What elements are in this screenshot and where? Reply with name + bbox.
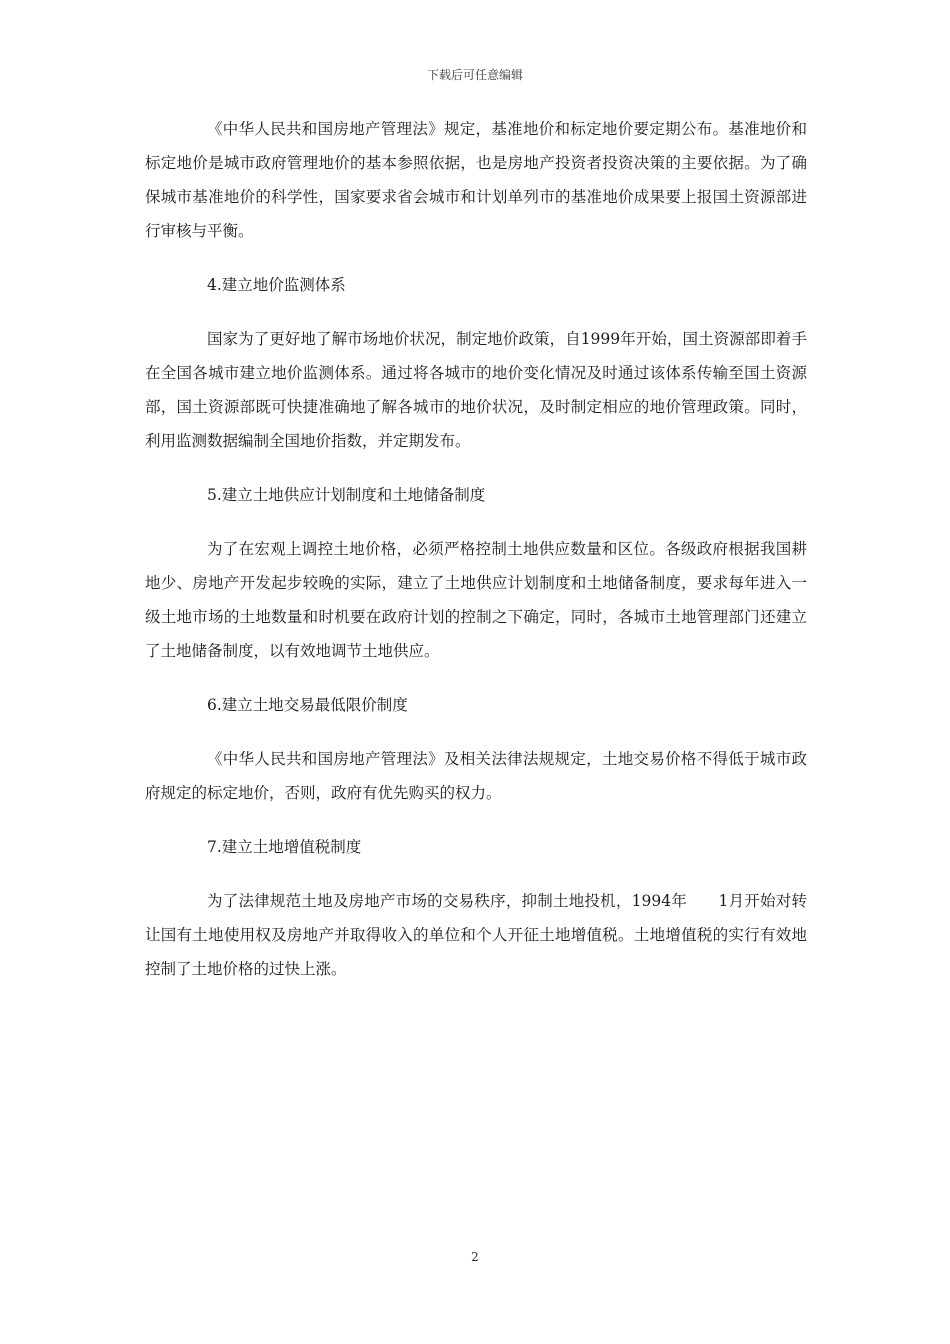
section-heading-7: 7.建立土地增值税制度 [207, 838, 362, 856]
paragraph-land-supply-reserve: 为了在宏观上调控土地价格，必须严格控制土地供应数量和区位。各级政府根据我国耕地少、房地产开发起步较晚的实际，建立了土地供应计划制度和土地储备制度，要求每年进入一级土地市场的土地数量和时机要在政府计划的控制之下确定，同时，各城市土地管理部门还建立了土地储备制度，以有效地调节土地供应。 [145, 540, 807, 660]
document-body [145, 112, 807, 1006]
paragraph-benchmark-land-price: 《中华人民共和国房地产管理法》规定，基准地价和标定地价要定期公布。基准地价和标定地价是城市政府管理地价的基本参照依据，也是房地产投资者投资决策的主要依据。为了确保城市基准地价的科学性，国家要求省会城市和计划单列市的基准地价成果要上报国土资源部进行审核与平衡。 [145, 120, 807, 240]
section-heading-5: 5.建立土地供应计划制度和土地储备制度 [207, 486, 486, 504]
paragraph-land-value-tax: 为了法律规范土地及房地产市场的交易秩序，抑制土地投机，1994年 1月开始对转让国有土地使用权及房地产并取得收入的单位和个人开征土地增值税。土地增值税的实行有效地控制了土地价格的过快上涨。 [145, 892, 807, 978]
section-heading-4: 4.建立地价监测体系 [207, 276, 346, 294]
page-number: 2 [471, 1250, 479, 1264]
paragraph-minimum-price: 《中华人民共和国房地产管理法》及相关法律法规规定，土地交易价格不得低于城市政府规定的标定地价，否则，政府有优先购买的权力。 [145, 750, 807, 802]
header-note: 下载后可任意编辑 [426, 68, 523, 82]
paragraph-land-price-monitoring: 国家为了更好地了解市场地价状况，制定地价政策，自1999年开始，国土资源部即着手在全国各城市建立地价监测体系。通过将各城市的地价变化情况及时通过该体系传输至国土资源部，国土资源部既可快捷准确地了解各城市的地价状况，及时制定相应的地价管理政策。同时，利用监测数据编制全国地价指数，并定期发布。 [145, 330, 807, 450]
section-heading-6: 6.建立土地交易最低限价制度 [207, 696, 408, 714]
